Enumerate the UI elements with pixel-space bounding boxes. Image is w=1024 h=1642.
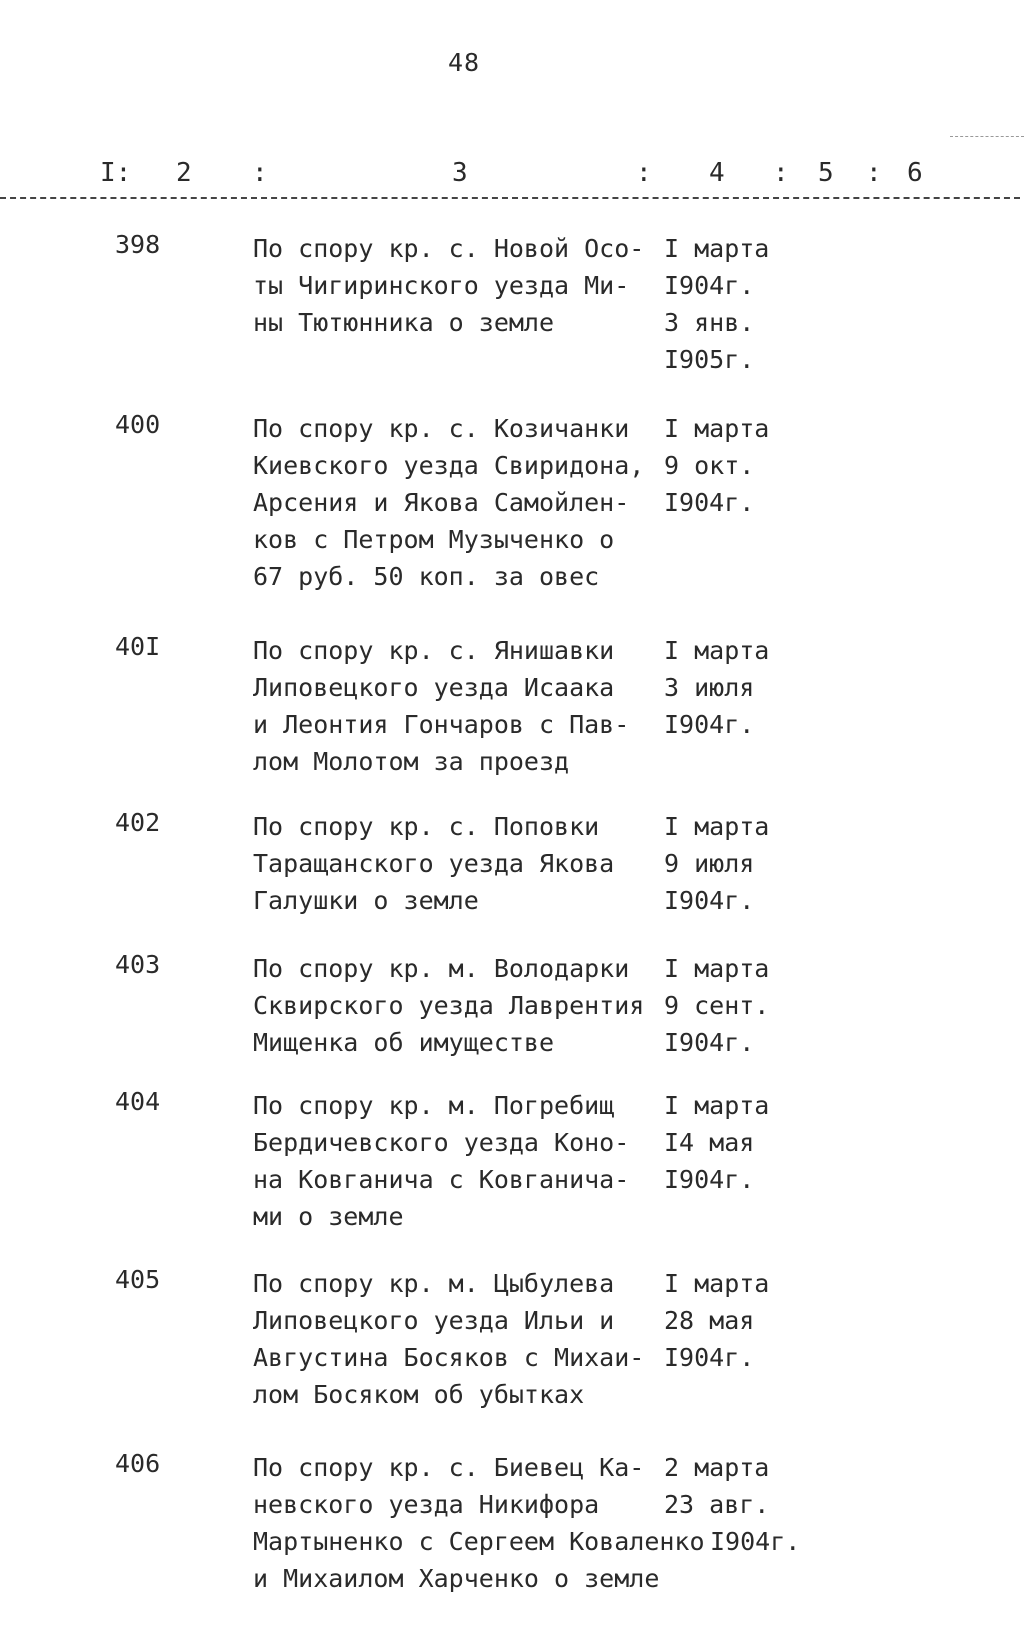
case-dates: [664, 410, 864, 521]
description-line: По спору кр. с. Биевец Ка-: [253, 1453, 645, 1482]
description-line: Таращанского уезда Якова: [253, 849, 615, 878]
description-line: и Михаилом Харченко о земле: [253, 1564, 660, 1593]
case-dates: [664, 950, 864, 1061]
date-line: I марта: [664, 636, 770, 665]
date-line: I904г.: [664, 886, 755, 915]
description-line: ми о земле: [253, 1202, 404, 1231]
description-line: 67 руб. 50 коп. за овес: [253, 562, 600, 591]
description-line: По спору кр. с. Новой Осо-: [253, 234, 645, 263]
column-header-6: 6: [907, 158, 923, 188]
case-description: [253, 632, 663, 780]
date-line: I904г.: [664, 488, 755, 517]
case-description: [253, 1449, 705, 1597]
description-line: По спору кр. с. Козичанки: [253, 414, 630, 443]
date-line: I904г.: [664, 271, 755, 300]
description-line: Сквирского уезда Лаврентия: [253, 991, 645, 1020]
case-description: [253, 1265, 663, 1413]
column-separator: :: [636, 158, 652, 188]
date-line: I4 мая: [664, 1128, 755, 1157]
description-line: ны Тютюнника о земле: [253, 308, 555, 337]
description-line: невского уезда Никифора: [253, 1490, 600, 1519]
date-line: 9 сент.: [664, 991, 770, 1020]
date-line: I марта: [664, 1091, 770, 1120]
description-line: Киевского уезда Свиридона,: [253, 451, 645, 480]
date-line: 2 марта: [664, 1453, 770, 1482]
case-description: [253, 950, 663, 1061]
case-number: 404: [115, 1087, 161, 1116]
column-header-1: I:: [100, 158, 132, 188]
description-line: Бердичевского уезда Коно-: [253, 1128, 630, 1157]
header-divider: [0, 197, 1020, 199]
case-number: 40I: [115, 632, 161, 661]
description-line: По спору кр. с. Поповки: [253, 812, 600, 841]
description-line: Мартыненко с Сергеем Коваленко: [253, 1527, 705, 1556]
column-separator: :: [773, 158, 789, 188]
description-line: По спору кр. с. Янишавки: [253, 636, 615, 665]
date-line: I904г.: [664, 1028, 755, 1057]
description-line: Августина Босяков с Михаи-: [253, 1343, 645, 1372]
case-number: 405: [115, 1265, 161, 1294]
date-line: 23 авг.: [664, 1490, 770, 1519]
date-line: I марта: [664, 812, 770, 841]
description-line: По спору кр. м. Погребищ: [253, 1091, 615, 1120]
date-line: I марта: [664, 414, 770, 443]
date-line: 3 янв.: [664, 308, 755, 337]
description-line: на Ковганича с Ковганича-: [253, 1165, 630, 1194]
date-line: 9 июля: [664, 849, 755, 878]
description-line: и Леонтия Гончаров с Пав-: [253, 710, 630, 739]
description-line: Липовецкого уезда Исаака: [253, 673, 615, 702]
column-header-5: 5: [818, 158, 834, 188]
description-line: лом Босяком об убытках: [253, 1380, 585, 1409]
date-line: I марта: [664, 954, 770, 983]
case-description: [253, 1087, 663, 1235]
description-line: По спору кр. м. Цыбулева: [253, 1269, 615, 1298]
date-line: I904г.: [664, 1343, 755, 1372]
case-description: [253, 410, 663, 595]
date-line: I905г.: [664, 345, 755, 374]
description-line: лом Молотом за проезд: [253, 747, 570, 776]
column-header-4: 4: [709, 158, 725, 188]
description-line: Галушки о земле: [253, 886, 479, 915]
case-description: [253, 230, 663, 341]
case-dates: [664, 1265, 864, 1376]
description-line: ты Чигиринского уезда Ми-: [253, 271, 630, 300]
date-line: I904г.: [664, 1165, 755, 1194]
page-number: 48: [448, 48, 481, 77]
date-line: I904г.: [710, 1527, 801, 1556]
column-header-2: 2: [176, 158, 192, 188]
case-number: 400: [115, 410, 161, 439]
case-dates: [664, 1449, 900, 1560]
case-number: 398: [115, 230, 161, 259]
column-separator: :: [866, 158, 882, 188]
column-separator: :: [252, 158, 268, 188]
case-number: 403: [115, 950, 161, 979]
date-line: 28 мая: [664, 1306, 755, 1335]
date-line: 9 окт.: [664, 451, 755, 480]
date-line: I марта: [664, 1269, 770, 1298]
date-line: I904г.: [664, 710, 755, 739]
case-number: 406: [115, 1449, 161, 1478]
header-rule-stub: [950, 136, 1024, 137]
description-line: Липовецкого уезда Ильи и: [253, 1306, 615, 1335]
description-line: По спору кр. м. Володарки: [253, 954, 630, 983]
column-header-row: [0, 158, 1024, 198]
date-line: 3 июля: [664, 673, 755, 702]
case-number: 402: [115, 808, 161, 837]
description-line: ков с Петром Музыченко о: [253, 525, 615, 554]
case-description: [253, 808, 663, 919]
description-line: Мищенка об имуществе: [253, 1028, 555, 1057]
description-line: Арсения и Якова Самойлен-: [253, 488, 630, 517]
column-header-3: 3: [452, 158, 468, 188]
date-line: I марта: [664, 234, 770, 263]
case-dates: [664, 632, 864, 743]
case-dates: [664, 230, 864, 378]
case-dates: [664, 1087, 864, 1198]
case-dates: [664, 808, 864, 919]
